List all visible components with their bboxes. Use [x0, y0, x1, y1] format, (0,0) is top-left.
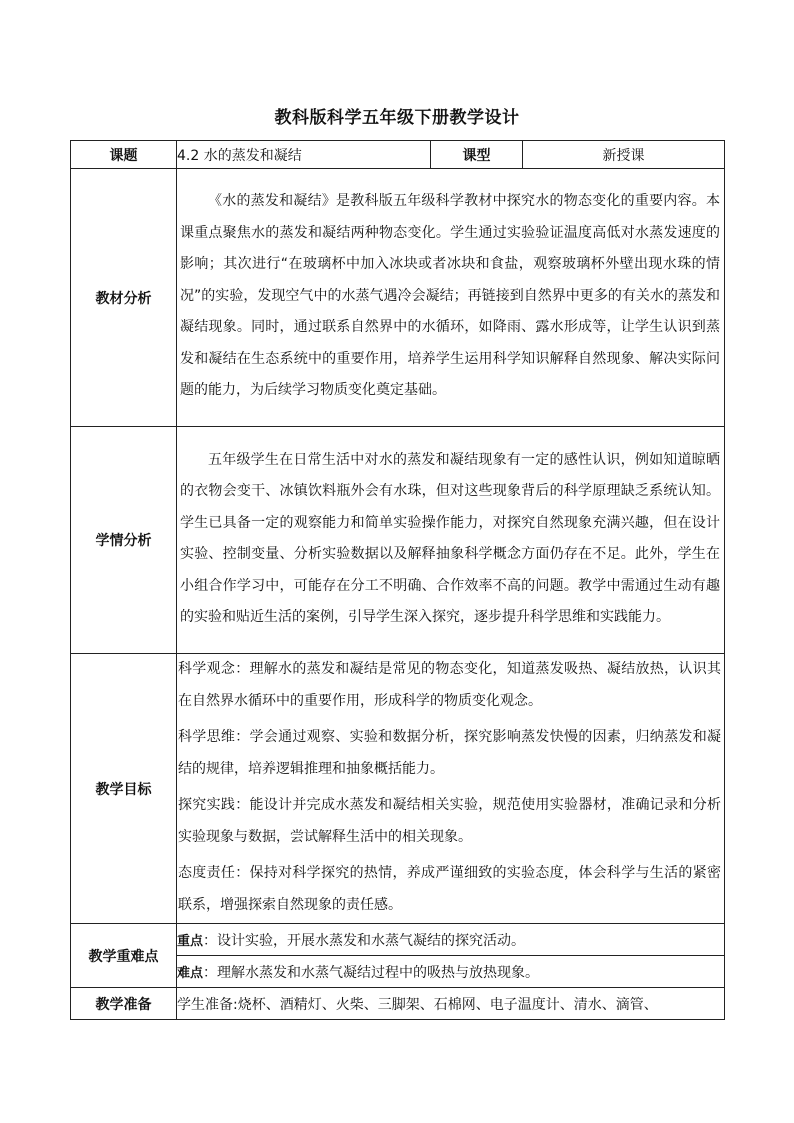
learner-analysis-text: 五年级学生在日常生活中对水的蒸发和凝结现象有一定的感性认识，例如知道晾晒的衣物会变干、冰镇饮料瓶外会有水珠，但对这些现象背后的科学原理缺乏系统认知。学生已具备一定的观察能力和简单实验操作能力，对探究自然现象充满兴趣，但在设计实验、控制变量、分析实验数据以及解释抽象科学概念方面仍存在不足。此外，学生在小组合作学习中，可能存在分工不明确、合作效率不高的问题。教学中需通过生动有趣的实验和贴近生活的案例，引导学生深入探究，逐步提升科学思维和实践能力。 [180, 451, 720, 625]
teaching-goals-row [71, 654, 725, 924]
topic-label: 课题 [71, 141, 177, 169]
preparation-row [71, 988, 725, 1020]
textbook-analysis-label: 教材分析 [71, 169, 177, 427]
preparation-text: 学生准备:烧杯、酒精灯、火柴、三脚架、石棉网、电子温度计、清水、滴管、 [177, 988, 725, 1020]
textbook-analysis-cell [177, 169, 725, 427]
key-point-cell [177, 924, 725, 956]
learner-analysis-label: 学情分析 [71, 427, 177, 654]
key-point-label: 重点 [177, 933, 204, 949]
textbook-analysis-text: 《水的蒸发和凝结》是教科版五年级科学教材中探究水的物态变化的重要内容。本课重点聚焦水的蒸发和凝结两种物态变化。学生通过实验验证温度高低对水蒸发速度的影响；其次进行“在玻璃杯中加入冰块或者冰块和食盐，观察玻璃杯外壁出现水珠的情况”的实验，发现空气中的水蒸气遇冷会凝结；再链接到自然界中更多的有关水的蒸发和凝结现象。同时，通过联系自然界中的水循环，如降雨、露水形成等，让学生认识到蒸发和凝结在生态系统中的重要作用，培养学生运用科学知识解释自然现象、解决实际问题的能力，为后续学习物质变化奠定基础。 [180, 193, 720, 399]
type-label: 课型 [431, 141, 523, 169]
difficult-point-label: 难点 [177, 965, 204, 981]
textbook-analysis-row [71, 169, 725, 427]
goal-item-thinking: 科学思维：学会通过观察、实验和数据分析，探究影响蒸发快慢的因素，归纳蒸发和凝结的规律，培养逻辑推理和抽象概括能力。 [178, 729, 721, 777]
page-title: 教科版科学五年级下册教学设计 [274, 108, 520, 128]
topic-value: 4.2 水的蒸发和凝结 [177, 141, 431, 169]
difficult-point-cell [177, 956, 725, 988]
header-row [71, 141, 725, 169]
lesson-plan-table [70, 140, 725, 1020]
goal-item-concept: 科学观念：理解水的蒸发和凝结是常见的物态变化，知道蒸发吸热、凝结放热，认识其在自然界水循环中的重要作用，形成科学的物质变化观念。 [178, 661, 721, 709]
learner-analysis-row [71, 427, 725, 654]
key-point-row [71, 924, 725, 956]
preparation-label: 教学准备 [71, 988, 177, 1020]
goal-item-practice: 探究实践：能设计并完成水蒸发和凝结相关实验，规范使用实验器材，准确记录和分析实验现象与数据，尝试解释生活中的相关现象。 [178, 797, 721, 845]
teaching-goals-cell [177, 654, 725, 924]
type-value: 新授课 [523, 141, 725, 169]
key-point-text: ：设计实验，开展水蒸发和水蒸气凝结的探究活动。 [203, 932, 526, 949]
teaching-goals-label: 教学目标 [71, 654, 177, 924]
key-points-label: 教学重难点 [71, 924, 177, 988]
learner-analysis-cell [177, 427, 725, 654]
goal-item-attitude: 态度责任：保持对科学探究的热情，养成严谨细致的实验态度，体会科学与生活的紧密联系，增强探索自然现象的责任感。 [178, 865, 721, 913]
difficult-point-text: ：理解水蒸发和水蒸气凝结过程中的吸热与放热现象。 [203, 964, 540, 981]
